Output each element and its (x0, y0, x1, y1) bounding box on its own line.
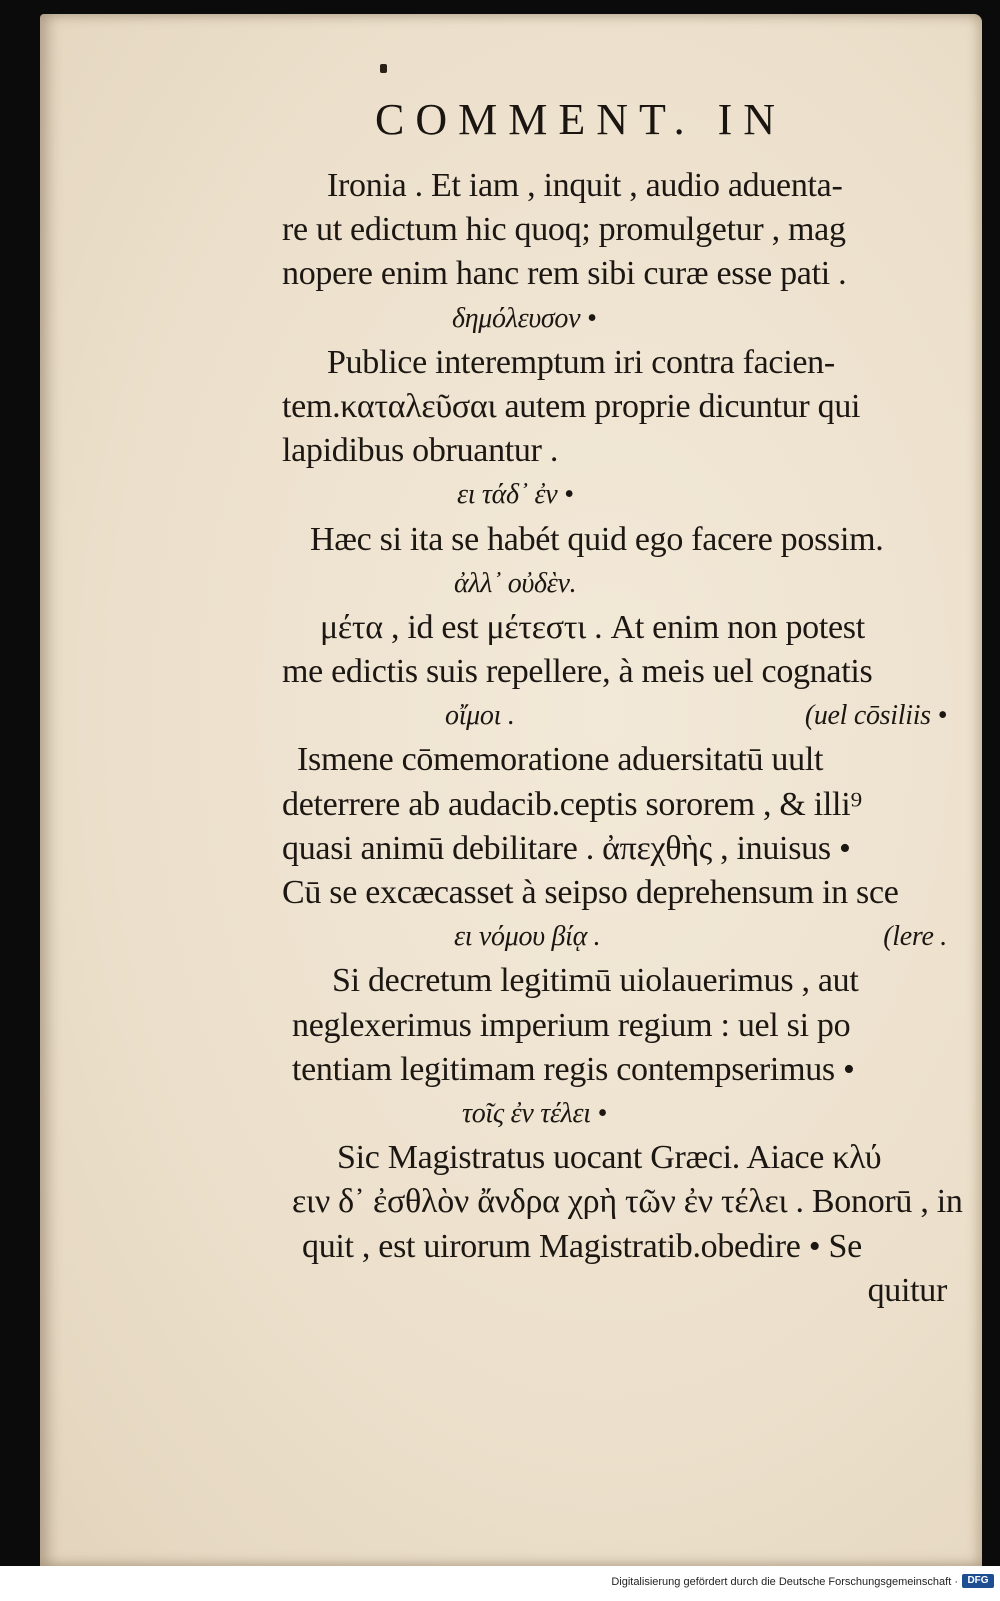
text-line (282, 959, 947, 1003)
line-text: quasi animū debilitare . ἀπεχθὴς , inuisus • (282, 829, 851, 867)
line-text: Si decretum legitimū uiolauerimus , aut (332, 962, 859, 1000)
line-text: quitur (867, 1271, 947, 1309)
line-text: Publice interemptum iri contra facien- (327, 343, 835, 381)
line-text: re ut edictum hic quoq; promulgetur , mag (282, 211, 846, 249)
text-line (282, 915, 947, 959)
text-line (282, 650, 947, 694)
ink-mark (380, 64, 387, 73)
line-text: Sic Magistratus uocant Græci. Aiace κλύ (337, 1139, 882, 1177)
line-text: ει νόμου βίᾳ . (454, 921, 601, 953)
text-line (282, 1048, 947, 1092)
text-line (282, 1225, 947, 1269)
text-line (282, 694, 947, 738)
line-text: Hæc si ita se habét quid ego facere possim. (310, 520, 884, 558)
text-line (282, 562, 947, 606)
text-line (282, 164, 947, 208)
text-line (282, 871, 947, 915)
line-text: tentiam legitimam regis contempserimus • (292, 1050, 855, 1088)
line-text: neglexerimus imperium regium : uel si po (292, 1006, 851, 1044)
text-line (282, 208, 947, 252)
line-text: δημόλευσον • (452, 302, 597, 334)
text-line (282, 341, 947, 385)
line-text: ἀλλ᾽ οὐδὲν. (454, 567, 577, 599)
line-text: me edictis suis repellere, à meis uel cognatis (282, 653, 873, 691)
text-line (282, 252, 947, 296)
text-line (282, 518, 947, 562)
text-line (282, 385, 947, 429)
text-line (282, 1136, 947, 1180)
line-text: Cū se excæcasset à seipso deprehensum in sce (282, 874, 899, 911)
text-line (282, 783, 947, 827)
book-page (40, 14, 982, 1566)
line-text: lapidibus obruantur . (282, 432, 559, 470)
line-text: tem.καταλεῦσαι autem proprie dicuntur qui (282, 387, 861, 425)
text-line (282, 297, 947, 341)
text-line (282, 606, 947, 650)
line-margin-text: (uel cōsiliis • (804, 700, 947, 732)
text-line (282, 1092, 947, 1136)
text-line (282, 473, 947, 517)
page-body (282, 164, 963, 1313)
line-text: τοῖς ἐν τέλει • (462, 1097, 607, 1129)
line-text: ειν δ᾽ ἐσθλὸν ἄνδρα χρὴ τῶν ἐν τέλει . Bonorū , in (292, 1183, 963, 1221)
line-text: Ironia . Et iam , inquit , audio aduenta- (327, 167, 843, 204)
line-text: nopere enim hanc rem sibi curæ esse pati . (282, 255, 847, 293)
line-text: quit , est uirorum Magistratib.obedire • Se (302, 1227, 862, 1265)
text-line (282, 827, 947, 871)
dfg-logo: DFG (962, 1574, 994, 1588)
text-line (282, 738, 947, 782)
text-line (282, 429, 947, 473)
line-text: deterrere ab audacib.ceptis sororem , & illi⁹ (282, 785, 862, 823)
line-text: Ismene cōmemoratione aduersitatū uult (297, 741, 824, 779)
line-text: μέτα , id est μέτεστι . At enim non potest (320, 608, 865, 646)
line-margin-text: (lere . (883, 921, 947, 953)
footer-bar (0, 1566, 1000, 1601)
running-header: COMMENT. IN (375, 95, 787, 144)
line-text: ει τάδ᾽ ἐν • (457, 479, 574, 511)
line-text: οἴμοι . (445, 700, 515, 732)
text-line (282, 1180, 963, 1224)
text-line (282, 1004, 947, 1048)
text-line (282, 1269, 947, 1313)
footer-credit: Digitalisierung gefördert durch die Deutsche Forschungsgemeinschaft · (611, 1576, 958, 1588)
